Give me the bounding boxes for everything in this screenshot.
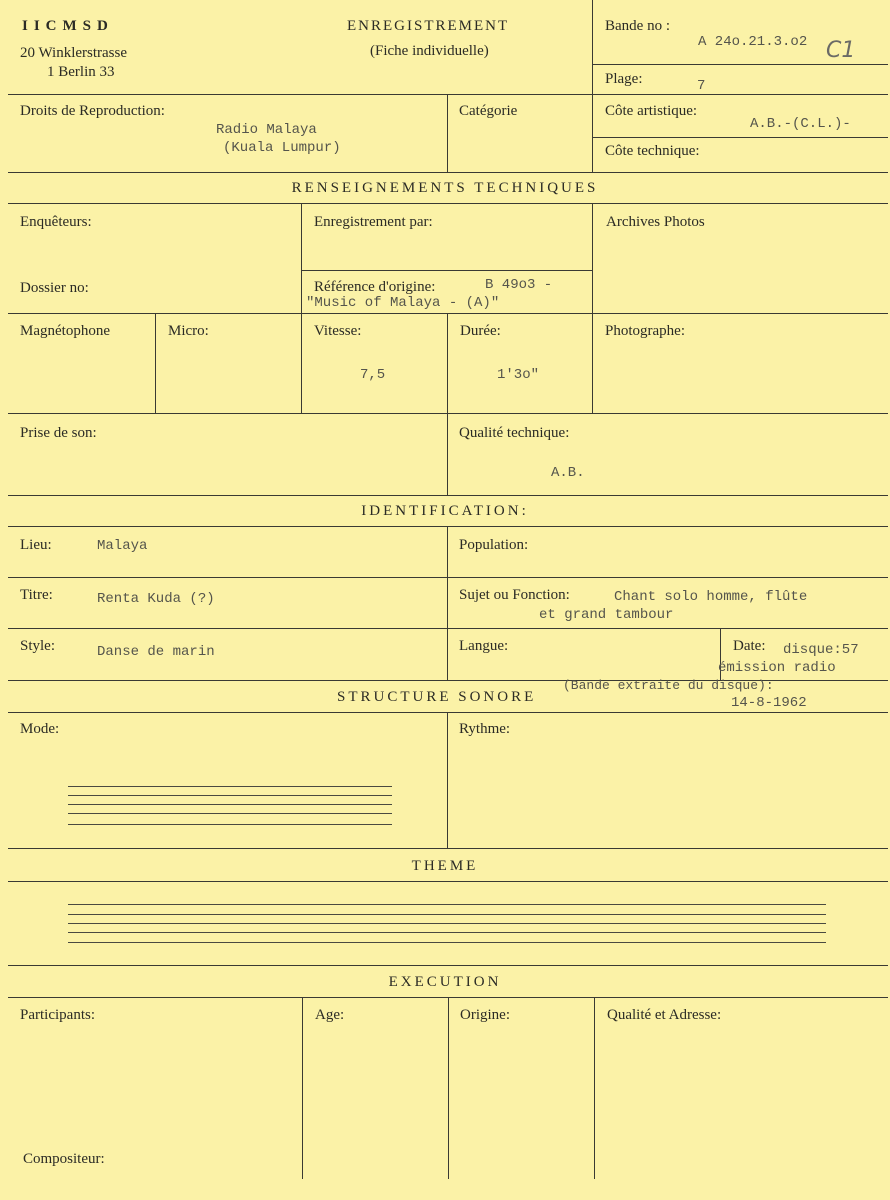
duree-value: 1'3o" [497, 367, 540, 383]
rule [8, 203, 888, 204]
section-title: RENSEIGNEMENTS TECHNIQUES [291, 180, 599, 196]
photographe-label: Photographe: [605, 323, 685, 339]
date-label: Date: [733, 638, 766, 654]
origine-label: Origine: [460, 1007, 510, 1023]
form-title: ENREGISTREMENT [347, 18, 510, 34]
rule [302, 997, 303, 1179]
rule [447, 94, 448, 172]
staff-line [68, 904, 826, 905]
section-title: STRUCTURE SONORE [337, 689, 537, 705]
dossier-label: Dossier no: [20, 280, 89, 296]
compositeur-label: Compositeur: [23, 1151, 105, 1167]
bande-handwritten: C1 [826, 38, 856, 63]
address-line: 1 Berlin 33 [47, 64, 115, 80]
qualite-technique-value: A.B. [551, 465, 585, 481]
magnetophone-label: Magnétophone [20, 323, 110, 339]
age-label: Age: [315, 1007, 345, 1023]
rule [155, 313, 156, 413]
rule [447, 313, 448, 413]
vitesse-value: 7,5 [360, 367, 386, 383]
lieu-value: Malaya [97, 538, 148, 554]
org-logo: IICMSD [22, 18, 114, 34]
langue-label: Langue: [459, 638, 509, 654]
rule [301, 270, 592, 271]
rule [448, 997, 449, 1179]
lieu-label: Lieu: [20, 537, 52, 553]
enregistrement-label: Enregistrement par: [314, 214, 433, 230]
rule [447, 413, 448, 495]
titre-value: Renta Kuda (?) [97, 591, 215, 607]
titre-label: Titre: [20, 587, 53, 603]
bande-label: Bande no : [605, 18, 670, 34]
rule [8, 172, 888, 173]
staff-line [68, 923, 826, 924]
plage-value: 7 [697, 78, 706, 94]
vitesse-label: Vitesse: [314, 323, 362, 339]
population-label: Population: [459, 537, 529, 553]
date-value: disque:57 [783, 642, 859, 658]
micro-label: Micro: [168, 323, 209, 339]
rythme-label: Rythme: [459, 721, 511, 737]
categorie-label: Catégorie [459, 103, 518, 119]
enqueteurs-label: Enquêteurs: [20, 214, 92, 230]
rule [592, 137, 888, 138]
rule [592, 203, 593, 413]
rule [8, 965, 888, 966]
droits-value: (Kuala Lumpur) [223, 140, 341, 156]
plage-label: Plage: [605, 71, 643, 87]
cote-artistique-label: Côte artistique: [605, 103, 698, 119]
rule [8, 94, 888, 95]
date-value: (Bande extraite du disque): [563, 678, 774, 693]
rule [8, 848, 888, 849]
reference-value: "Music of Malaya - (A)" [306, 295, 500, 311]
section-title: IDENTIFICATION: [361, 503, 529, 519]
staff-line [68, 932, 826, 933]
rule [8, 881, 888, 882]
reference-label: Référence d'origine: [314, 279, 436, 295]
rule [8, 526, 888, 527]
section-title: EXECUTION [388, 974, 502, 990]
bande-value: A 24o.21.3.o2 [698, 34, 808, 50]
rule [447, 526, 448, 680]
style-value: Danse de marin [97, 644, 215, 660]
rule [8, 712, 888, 713]
rule [592, 64, 888, 65]
qualite-adresse-label: Qualité et Adresse: [607, 1007, 722, 1023]
staff-line [68, 804, 392, 805]
date-value: 14-8-1962 [731, 695, 807, 711]
cote-technique-label: Côte technique: [605, 143, 700, 159]
archives-label: Archives Photos [606, 214, 705, 230]
duree-label: Durée: [460, 323, 501, 339]
rule [8, 577, 888, 578]
form-subtitle: (Fiche individuelle) [370, 43, 489, 59]
date-value: émission radio [718, 660, 836, 676]
rule [592, 0, 593, 172]
cote-artistique-value: A.B.-(C.L.)- [750, 116, 851, 132]
staff-line [68, 824, 392, 825]
droits-label: Droits de Reproduction: [20, 103, 165, 119]
prise-de-son-label: Prise de son: [20, 425, 97, 441]
mode-label: Mode: [20, 721, 60, 737]
staff-line [68, 813, 392, 814]
rule [8, 495, 888, 496]
rule [447, 712, 448, 848]
sujet-value: Chant solo homme, flûte [614, 589, 808, 605]
participants-label: Participants: [20, 1007, 95, 1023]
staff-line [68, 942, 826, 943]
rule [594, 997, 595, 1179]
staff-line [68, 786, 392, 787]
sujet-value: et grand tambour [539, 607, 674, 623]
rule [8, 413, 888, 414]
qualite-technique-label: Qualité technique: [459, 425, 570, 441]
reference-value: B 49o3 - [485, 277, 553, 293]
rule [301, 203, 302, 413]
rule [8, 313, 888, 314]
sujet-label: Sujet ou Fonction: [459, 587, 570, 603]
staff-line [68, 914, 826, 915]
style-label: Style: [20, 638, 56, 654]
droits-value: Radio Malaya [216, 122, 317, 138]
staff-line [68, 795, 392, 796]
address-line: 20 Winklerstrasse [20, 45, 128, 61]
section-title: THEME [411, 858, 479, 874]
rule [8, 628, 888, 629]
